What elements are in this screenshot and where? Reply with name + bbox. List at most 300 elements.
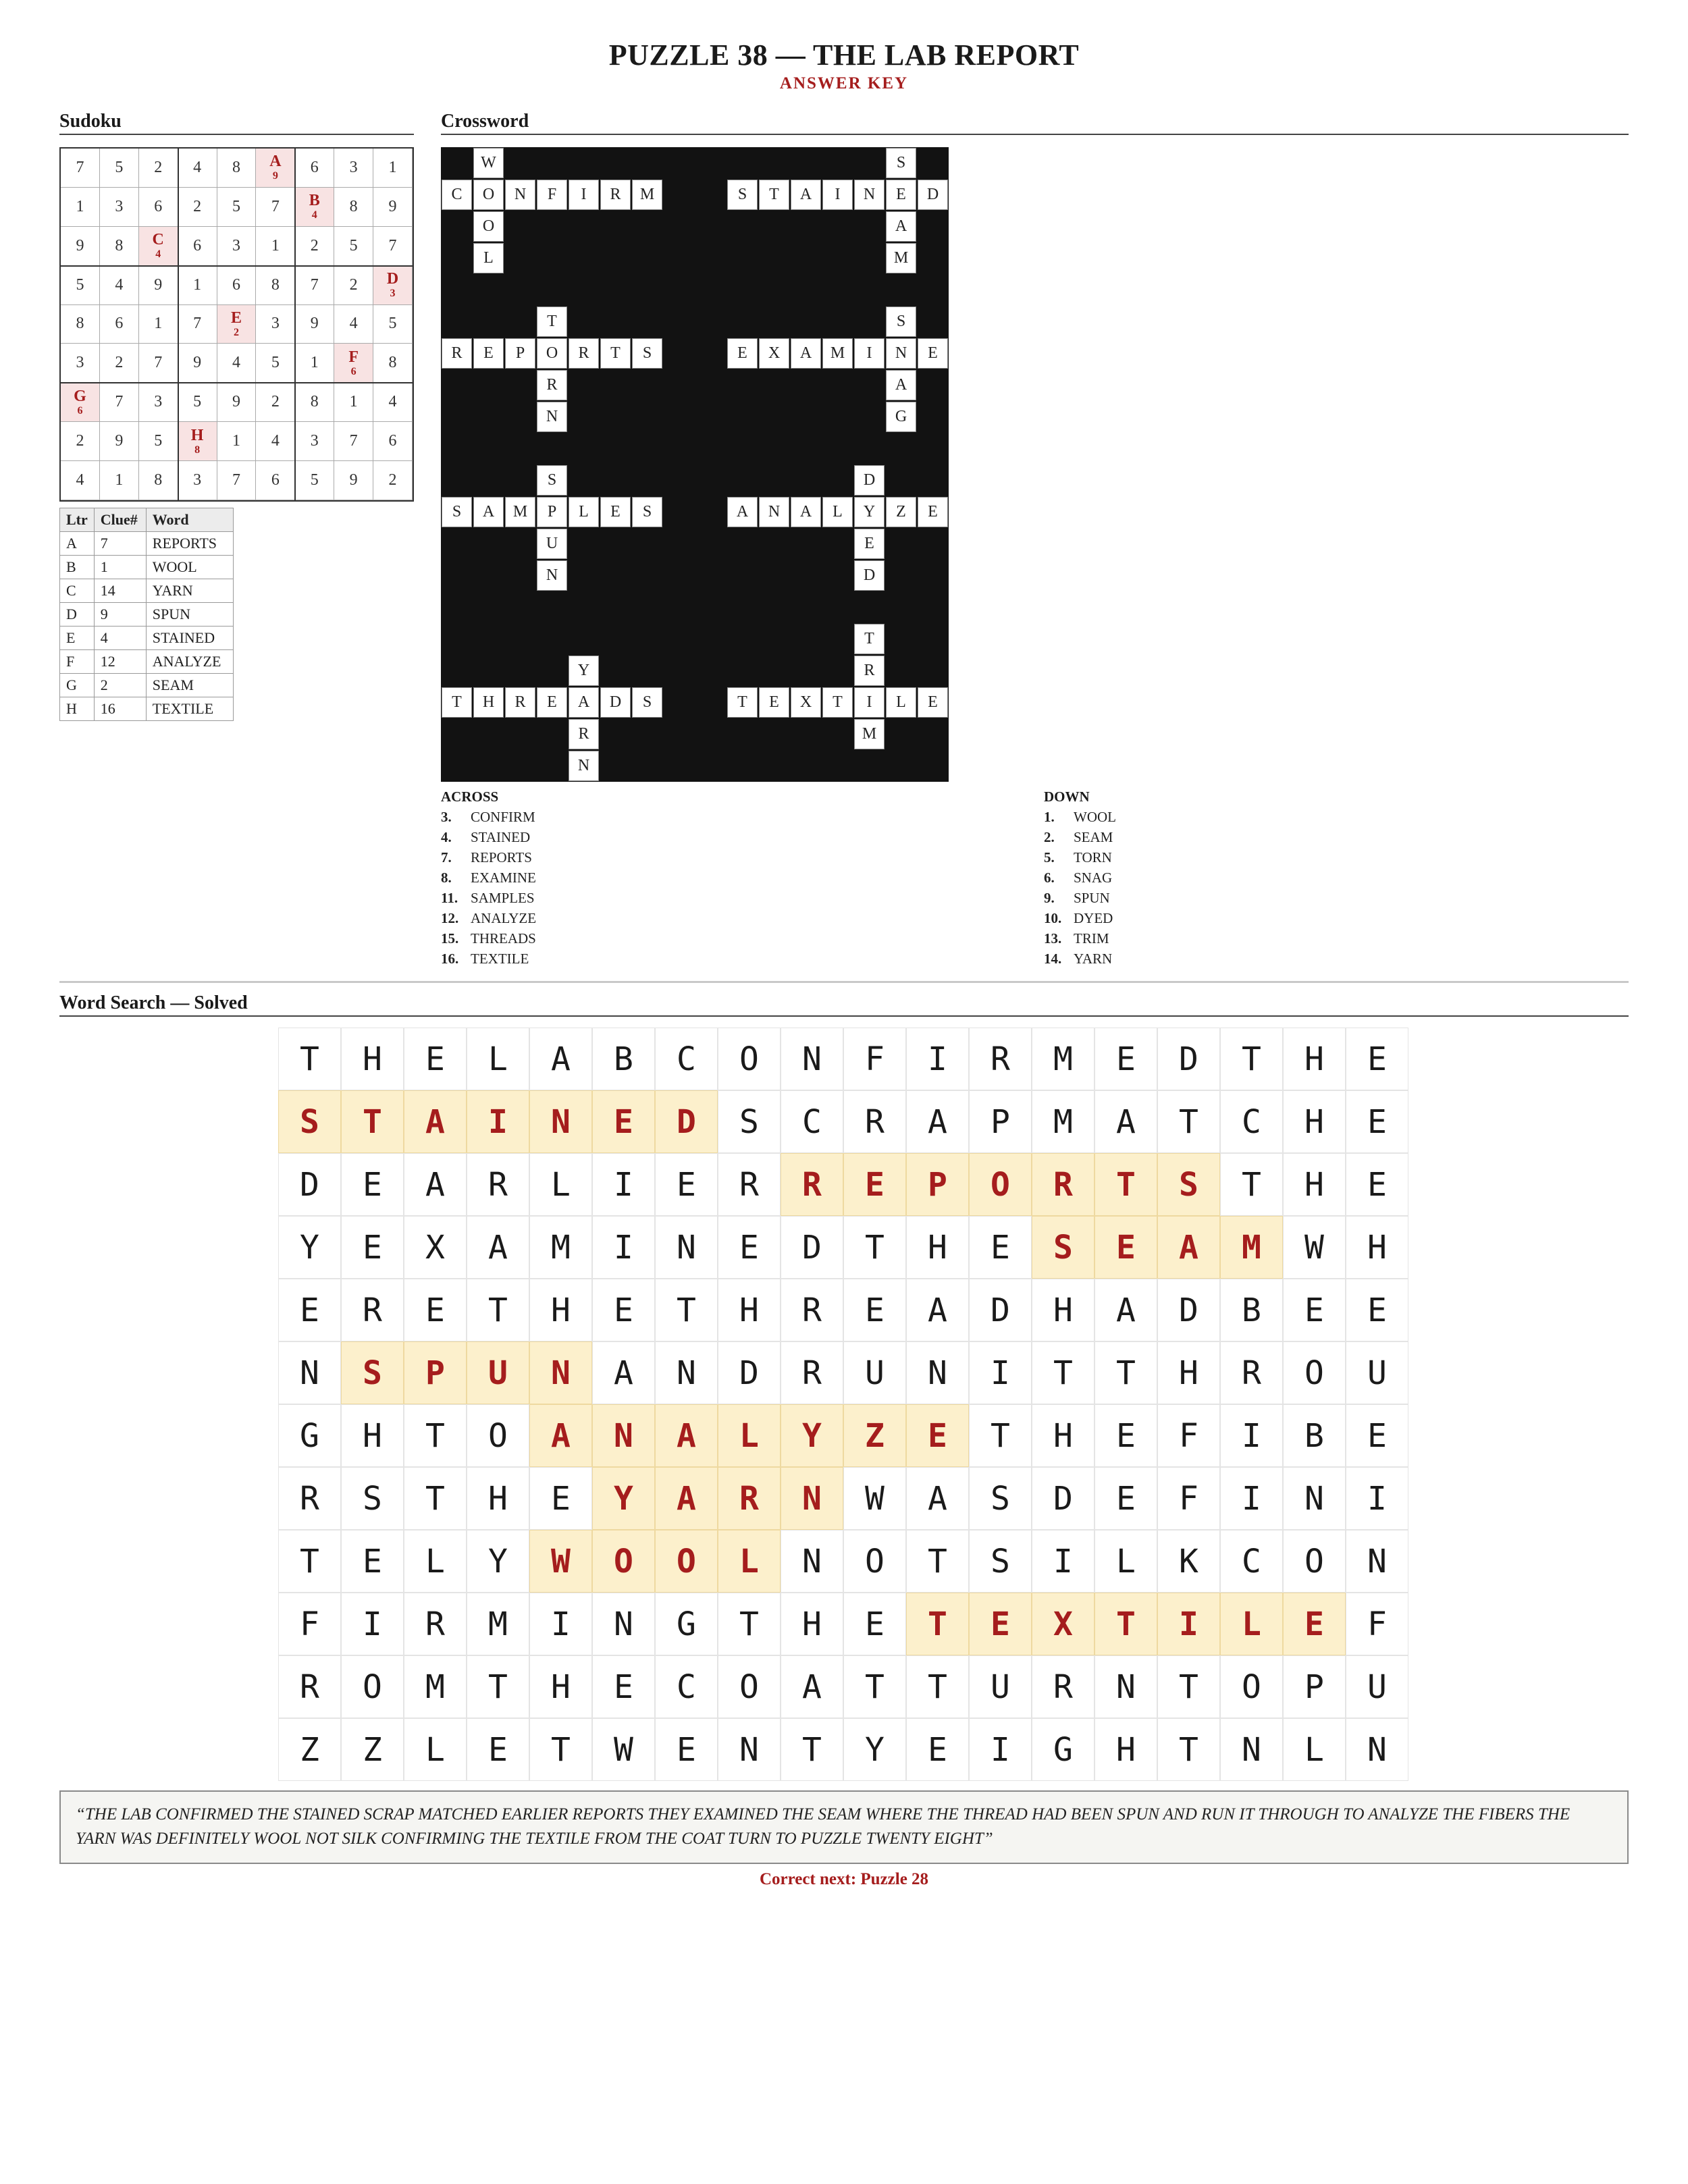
wordsearch-found-letter: A <box>404 1090 467 1153</box>
wordsearch-letter: Y <box>843 1718 906 1781</box>
wordsearch-letter: C <box>781 1090 843 1153</box>
wordsearch-letter: I <box>969 1718 1032 1781</box>
crossword-cell: S <box>632 687 662 718</box>
crossword-grid <box>441 147 949 782</box>
wordsearch-letter: E <box>1346 1279 1408 1341</box>
crossword-cell: I <box>822 180 853 210</box>
wordsearch-letter: L <box>467 1028 529 1090</box>
wordsearch-grid <box>278 1028 1408 1781</box>
wordsearch-letter: N <box>781 1028 843 1090</box>
wordsearch-letter: E <box>655 1718 718 1781</box>
wordsearch-letter: O <box>1283 1341 1346 1404</box>
wordsearch-found-letter: N <box>592 1404 655 1467</box>
wordsearch-letter: O <box>718 1655 781 1718</box>
wordsearch-letter: H <box>1032 1279 1094 1341</box>
wordsearch-letter: I <box>529 1593 592 1655</box>
key-cell: D <box>60 603 95 627</box>
clue-answer: STAINED <box>471 829 531 845</box>
clue-number: 10. <box>1044 910 1062 926</box>
clue-item <box>1044 829 1113 846</box>
wordsearch-letter: H <box>529 1655 592 1718</box>
wordsearch-letter: A <box>1094 1090 1157 1153</box>
wordsearch-letter: E <box>718 1216 781 1279</box>
clue-item <box>441 910 536 927</box>
wordsearch-letter: F <box>1157 1467 1220 1530</box>
clue-number: 8. <box>441 870 452 886</box>
crossword-cell: Z <box>886 497 916 527</box>
wordsearch-letter: T <box>529 1718 592 1781</box>
wordsearch-letter: E <box>1283 1279 1346 1341</box>
wordsearch-letter: R <box>278 1467 341 1530</box>
wordsearch-letter: T <box>278 1028 341 1090</box>
wordsearch-letter: O <box>467 1404 529 1467</box>
wordsearch-letter: T <box>404 1404 467 1467</box>
wordsearch-letter: A <box>1094 1279 1157 1341</box>
wordsearch-letter: T <box>906 1655 969 1718</box>
wordsearch-letter: T <box>1157 1718 1220 1781</box>
sudoku-cell: 7 <box>100 383 139 422</box>
sudoku-letter: F <box>348 348 359 366</box>
clue-number: 14. <box>1044 951 1062 967</box>
wordsearch-letter: I <box>1032 1530 1094 1593</box>
wordsearch-letter: I <box>1220 1404 1283 1467</box>
sudoku-cell: 4 <box>61 461 100 500</box>
wordsearch-letter: T <box>278 1530 341 1593</box>
sudoku-letter-value: 6 <box>77 404 83 417</box>
crossword-cell: E <box>854 529 885 559</box>
sudoku-cell: 7 <box>256 188 295 227</box>
sudoku-letter-value: 8 <box>194 444 201 456</box>
crossword-cell: O <box>537 338 567 369</box>
wordsearch-letter: T <box>1157 1090 1220 1153</box>
crossword-cell: O <box>473 211 504 242</box>
sudoku-cell: 5 <box>61 266 100 305</box>
sudoku-cell: 8 <box>217 149 257 188</box>
crossword-cell: H <box>473 687 504 718</box>
sudoku-cell: 1 <box>217 422 257 461</box>
crossword-cell: C <box>442 180 472 210</box>
key-cell: STAINED <box>146 627 233 650</box>
wordsearch-letter: E <box>341 1153 404 1216</box>
sudoku-cell: 8 <box>139 461 178 500</box>
key-cell: H <box>60 697 95 721</box>
wordsearch-letter: H <box>1157 1341 1220 1404</box>
wordsearch-letter: D <box>969 1279 1032 1341</box>
wordsearch-letter: D <box>1157 1028 1220 1090</box>
key-cell: 16 <box>94 697 146 721</box>
sudoku-cell: 1 <box>178 266 217 305</box>
sudoku-cell: 9 <box>217 383 257 422</box>
clue-answer: ANALYZE <box>471 910 537 926</box>
sudoku-letter-value: 9 <box>272 170 278 182</box>
crossword-cell: I <box>854 338 885 369</box>
sudoku-cell: 4 <box>178 149 217 188</box>
wordsearch-letter: Y <box>467 1530 529 1593</box>
wordsearch-found-letter: R <box>781 1153 843 1216</box>
wordsearch-letter: E <box>404 1279 467 1341</box>
sudoku-cell: 3 <box>100 188 139 227</box>
wordsearch-letter: P <box>969 1090 1032 1153</box>
sudoku-letter-value: 4 <box>311 209 317 221</box>
sudoku-cell: 9 <box>100 422 139 461</box>
crossword-cell: Y <box>854 497 885 527</box>
wordsearch-letter: W <box>1283 1216 1346 1279</box>
wordsearch-letter: A <box>404 1153 467 1216</box>
clue-item <box>1044 809 1116 826</box>
wordsearch-letter: N <box>781 1530 843 1593</box>
sudoku-cell: 6 <box>295 149 334 188</box>
clue-answer: TRIM <box>1074 930 1109 947</box>
wordsearch-found-letter: N <box>781 1467 843 1530</box>
crossword-cell: X <box>759 338 789 369</box>
down-heading: DOWN <box>1044 789 1090 805</box>
wordsearch-letter: L <box>404 1718 467 1781</box>
clue-item <box>1044 870 1112 886</box>
wordsearch-letter: O <box>718 1028 781 1090</box>
crossword-cell: O <box>473 180 504 210</box>
sudoku-cell: 5 <box>295 461 334 500</box>
key-cell: C <box>60 579 95 603</box>
key-cell: YARN <box>146 579 233 603</box>
crossword-cell: T <box>759 180 789 210</box>
clue-item <box>1044 910 1113 927</box>
wordsearch-letter: H <box>1346 1216 1408 1279</box>
wordsearch-found-letter: U <box>467 1341 529 1404</box>
crossword-cell: W <box>473 148 504 178</box>
crossword-cell: R <box>600 180 631 210</box>
crossword-cell: E <box>918 338 948 369</box>
sudoku-cell: 8 <box>61 305 100 344</box>
wordsearch-letter: R <box>843 1090 906 1153</box>
wordsearch-letter: O <box>1220 1655 1283 1718</box>
crossword-cell: U <box>537 529 567 559</box>
clue-item <box>1044 930 1109 947</box>
wordsearch-found-letter: P <box>906 1153 969 1216</box>
wordsearch-letter: E <box>404 1028 467 1090</box>
sudoku-cell: 7 <box>61 149 100 188</box>
sudoku-cell: 8 <box>334 188 373 227</box>
sudoku-cell: 7 <box>373 227 413 266</box>
wordsearch-letter: I <box>969 1341 1032 1404</box>
wordsearch-letter: E <box>592 1279 655 1341</box>
sudoku-cell: 3 <box>334 149 373 188</box>
wordsearch-letter: T <box>467 1655 529 1718</box>
key-cell: 2 <box>94 674 146 697</box>
wordsearch-letter: E <box>1346 1028 1408 1090</box>
sudoku-letter-value: 4 <box>155 248 161 261</box>
clue-number: 9. <box>1044 890 1055 906</box>
crossword-cell: L <box>569 497 599 527</box>
crossword-cell: M <box>886 243 916 273</box>
wordsearch-found-letter: E <box>843 1153 906 1216</box>
crossword-cell: E <box>918 687 948 718</box>
wordsearch-letter: H <box>341 1028 404 1090</box>
clue-item <box>441 849 532 866</box>
crossword-cell: T <box>537 307 567 337</box>
sudoku-key-table <box>59 508 234 721</box>
wordsearch-letter: E <box>969 1216 1032 1279</box>
sudoku-letter: B <box>309 192 320 210</box>
clue-number: 11. <box>441 890 458 906</box>
wordsearch-found-letter: Y <box>592 1467 655 1530</box>
clue-number: 2. <box>1044 829 1055 845</box>
wordsearch-letter: N <box>1220 1718 1283 1781</box>
wordsearch-letter: T <box>718 1593 781 1655</box>
sudoku-letter: G <box>74 387 86 405</box>
wordsearch-letter: G <box>1032 1718 1094 1781</box>
sudoku-cell: 9 <box>178 344 217 383</box>
clue-item <box>441 829 530 846</box>
sudoku-cell: 2 <box>139 149 178 188</box>
clue-item <box>1044 890 1110 907</box>
crossword-cell: T <box>727 687 758 718</box>
wordsearch-letter: S <box>341 1467 404 1530</box>
sudoku-cell: 9 <box>61 227 100 266</box>
sudoku-cell: 3 <box>139 383 178 422</box>
crossword-cell: N <box>759 497 789 527</box>
wordsearch-letter: L <box>1094 1530 1157 1593</box>
wordsearch-found-letter: E <box>906 1404 969 1467</box>
sudoku-cell: 3 <box>178 461 217 500</box>
sudoku-cell: 4 <box>373 383 413 422</box>
clue-number: 3. <box>441 809 452 825</box>
sudoku-cell: 6 <box>373 422 413 461</box>
crossword-cell: D <box>600 687 631 718</box>
wordsearch-found-letter: E <box>1283 1593 1346 1655</box>
wordsearch-letter: Z <box>278 1718 341 1781</box>
wordsearch-letter: H <box>1094 1718 1157 1781</box>
sudoku-cell: 6 <box>256 461 295 500</box>
wordsearch-found-letter: P <box>404 1341 467 1404</box>
crossword-cell: R <box>854 656 885 686</box>
key-row <box>60 650 234 674</box>
wordsearch-letter: U <box>1346 1341 1408 1404</box>
key-row <box>60 603 234 627</box>
sudoku-cell: 3 <box>217 227 257 266</box>
sudoku-cell: 5 <box>217 188 257 227</box>
wordsearch-letter: E <box>341 1216 404 1279</box>
wordsearch-found-letter: R <box>1032 1153 1094 1216</box>
wordsearch-letter: O <box>1283 1530 1346 1593</box>
wordsearch-heading: Word Search — Solved <box>59 992 1629 1017</box>
wordsearch-letter: E <box>1346 1153 1408 1216</box>
wordsearch-letter: T <box>843 1655 906 1718</box>
wordsearch-found-letter: E <box>969 1593 1032 1655</box>
wordsearch-letter: C <box>1220 1530 1283 1593</box>
wordsearch-letter: H <box>1283 1153 1346 1216</box>
wordsearch-letter: T <box>1220 1153 1283 1216</box>
key-row <box>60 579 234 603</box>
crossword-cell: A <box>791 180 821 210</box>
wordsearch-letter: N <box>1094 1655 1157 1718</box>
wordsearch-letter: E <box>592 1655 655 1718</box>
crossword-cell: E <box>537 687 567 718</box>
crossword-cell: R <box>569 719 599 749</box>
wordsearch-letter: R <box>404 1593 467 1655</box>
wordsearch-found-letter: N <box>529 1090 592 1153</box>
sudoku-cell <box>334 344 373 383</box>
wordsearch-letter: N <box>592 1593 655 1655</box>
wordsearch-letter: P <box>1283 1655 1346 1718</box>
section-divider <box>59 981 1629 983</box>
sudoku-box-divider <box>61 382 413 383</box>
page-subtitle: ANSWER KEY <box>779 74 909 92</box>
sudoku-cell: 5 <box>334 227 373 266</box>
wordsearch-letter: A <box>906 1467 969 1530</box>
crossword-cell: R <box>569 338 599 369</box>
wordsearch-found-letter: O <box>969 1153 1032 1216</box>
crossword-cell: P <box>537 497 567 527</box>
wordsearch-letter: N <box>1346 1530 1408 1593</box>
wordsearch-letter: D <box>1157 1279 1220 1341</box>
crossword-cell: N <box>537 560 567 591</box>
key-header-cell: Clue# <box>94 508 146 532</box>
wordsearch-letter: B <box>1283 1404 1346 1467</box>
clue-item <box>441 809 535 826</box>
wordsearch-found-letter: S <box>1032 1216 1094 1279</box>
crossword-cell: N <box>886 338 916 369</box>
crossword-cell: N <box>569 751 599 781</box>
crossword-cell: E <box>918 497 948 527</box>
clue-answer: REPORTS <box>471 849 532 865</box>
wordsearch-letter: T <box>404 1467 467 1530</box>
crossword-cell: S <box>886 307 916 337</box>
wordsearch-letter: A <box>906 1090 969 1153</box>
crossword-cell: D <box>854 465 885 496</box>
crossword-cell: R <box>442 338 472 369</box>
sudoku-letter: A <box>269 153 282 171</box>
key-row <box>60 627 234 650</box>
wordsearch-letter: B <box>1220 1279 1283 1341</box>
wordsearch-letter: A <box>592 1341 655 1404</box>
wordsearch-letter: F <box>278 1593 341 1655</box>
sudoku-heading: Sudoku <box>59 111 414 135</box>
wordsearch-letter: D <box>278 1153 341 1216</box>
wordsearch-letter: N <box>1283 1467 1346 1530</box>
wordsearch-letter: N <box>655 1216 718 1279</box>
sudoku-letter-value: 2 <box>233 326 239 338</box>
wordsearch-letter: S <box>969 1530 1032 1593</box>
clue-number: 7. <box>441 849 452 865</box>
sudoku-cell: 6 <box>139 188 178 227</box>
wordsearch-found-letter: T <box>341 1090 404 1153</box>
wordsearch-letter: I <box>592 1216 655 1279</box>
clue-number: 1. <box>1044 809 1055 825</box>
wordsearch-letter: O <box>843 1530 906 1593</box>
crossword-cell: T <box>822 687 853 718</box>
sudoku-cell <box>373 266 413 305</box>
wordsearch-letter: H <box>1283 1090 1346 1153</box>
crossword-cell: S <box>727 180 758 210</box>
clue-item <box>441 890 535 907</box>
sudoku-cell: 3 <box>61 344 100 383</box>
sudoku-cell: 7 <box>178 305 217 344</box>
wordsearch-found-letter: S <box>341 1341 404 1404</box>
clue-answer: SEAM <box>1074 829 1113 845</box>
sudoku-cell <box>61 383 100 422</box>
sudoku-letter-value: 3 <box>390 288 396 300</box>
wordsearch-letter: T <box>1157 1655 1220 1718</box>
clue-answer: SAMPLES <box>471 890 535 906</box>
sudoku-cell: 4 <box>100 266 139 305</box>
sudoku-cell: 4 <box>256 422 295 461</box>
wordsearch-letter: Z <box>341 1718 404 1781</box>
wordsearch-letter: N <box>278 1341 341 1404</box>
wordsearch-found-letter: Z <box>843 1404 906 1467</box>
crossword-heading: Crossword <box>441 111 1629 135</box>
crossword-cell: E <box>759 687 789 718</box>
sudoku-cell: 1 <box>139 305 178 344</box>
sudoku-cell: 3 <box>295 422 334 461</box>
clue-answer: EXAMINE <box>471 870 536 886</box>
wordsearch-found-letter: A <box>655 1467 718 1530</box>
wordsearch-letter: T <box>1094 1341 1157 1404</box>
sudoku-cell: 9 <box>373 188 413 227</box>
clue-item <box>441 870 536 886</box>
crossword-cell: T <box>600 338 631 369</box>
clue-number: 12. <box>441 910 459 926</box>
wordsearch-found-letter: Y <box>781 1404 843 1467</box>
sudoku-cell: 4 <box>217 344 257 383</box>
wordsearch-letter: L <box>404 1530 467 1593</box>
crossword-cell: N <box>505 180 535 210</box>
crossword-cell: A <box>791 338 821 369</box>
wordsearch-letter: T <box>467 1279 529 1341</box>
crossword-cell: F <box>537 180 567 210</box>
sudoku-box-divider <box>178 149 179 500</box>
key-cell: B <box>60 556 95 579</box>
sudoku-letter-value: 6 <box>350 365 357 377</box>
wordsearch-letter: H <box>341 1404 404 1467</box>
crossword-cell: M <box>505 497 535 527</box>
wordsearch-found-letter: A <box>529 1404 592 1467</box>
key-cell: 7 <box>94 532 146 556</box>
key-cell: ANALYZE <box>146 650 233 674</box>
wordsearch-found-letter: O <box>655 1530 718 1593</box>
crossword-cell: L <box>886 687 916 718</box>
sudoku-cell: 2 <box>61 422 100 461</box>
wordsearch-letter: W <box>592 1718 655 1781</box>
key-cell: A <box>60 532 95 556</box>
wordsearch-letter: D <box>718 1341 781 1404</box>
wordsearch-found-letter: T <box>1094 1593 1157 1655</box>
sudoku-letter: C <box>152 231 164 249</box>
wordsearch-letter: E <box>529 1467 592 1530</box>
wordsearch-letter: E <box>655 1153 718 1216</box>
key-cell: REPORTS <box>146 532 233 556</box>
wordsearch-letter: G <box>278 1404 341 1467</box>
wordsearch-letter: B <box>592 1028 655 1090</box>
clue-answer: TORN <box>1074 849 1112 865</box>
wordsearch-letter: S <box>969 1467 1032 1530</box>
wordsearch-letter: T <box>906 1530 969 1593</box>
wordsearch-letter: G <box>655 1593 718 1655</box>
wordsearch-letter: O <box>341 1655 404 1718</box>
sudoku-cell: 8 <box>100 227 139 266</box>
crossword-cell: D <box>918 180 948 210</box>
wordsearch-letter: M <box>1032 1028 1094 1090</box>
clue-item <box>441 930 536 947</box>
wordsearch-letter: A <box>529 1028 592 1090</box>
wordsearch-letter: N <box>655 1341 718 1404</box>
crossword-cell: S <box>886 148 916 178</box>
key-body <box>60 532 234 721</box>
key-header-cell: Ltr <box>60 508 95 532</box>
key-cell: 9 <box>94 603 146 627</box>
sudoku-cell: 6 <box>100 305 139 344</box>
crossword-cell: M <box>632 180 662 210</box>
sudoku-letter: H <box>190 426 204 444</box>
